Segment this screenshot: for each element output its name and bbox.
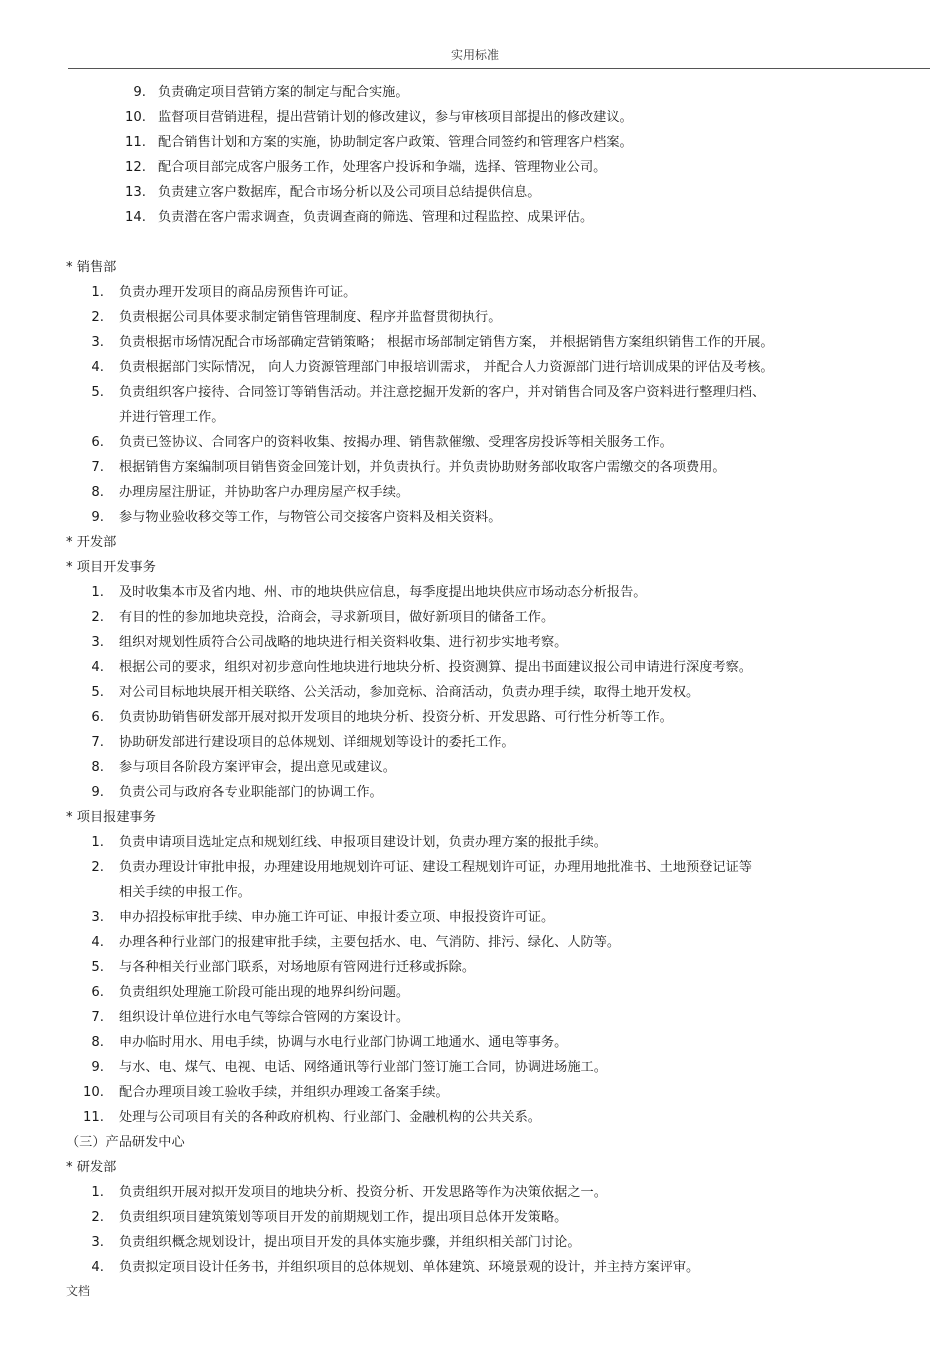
list-item <box>0 1180 950 1205</box>
list-item-text: 申办招投标审批手续、申办施工许可证、申报计委立项、申报投资许可证。 <box>119 910 555 925</box>
list-item-number: 2. <box>91 1210 104 1225</box>
list-item-text: 处理与公司项目有关的各种政府机构、行业部门、金融机构的公共关系。 <box>119 1110 541 1125</box>
list-item <box>0 905 950 930</box>
list-item <box>0 155 950 180</box>
list-item-number: 9. <box>91 1060 104 1075</box>
section-heading-text: * 项目开发事务 <box>66 560 156 575</box>
list-item <box>0 680 950 705</box>
list-item-number: 3. <box>91 635 104 650</box>
list-item-text: 负责根据公司具体要求制定销售管理制度、程序并监督贯彻执行。 <box>119 310 502 325</box>
list-item-number: 7. <box>91 460 104 475</box>
list-item <box>0 930 950 955</box>
list-item-text: 负责建立客户数据库，配合市场分析以及公司项目总结提供信息。 <box>158 185 541 200</box>
list-item-text: 负责根据市场情况配合市场部确定营销策略； 根据市场部制定销售方案， 并根据销售方案组织销售工作的开展。 <box>119 335 774 350</box>
list-item-number: 9. <box>91 510 104 525</box>
list-item <box>0 730 950 755</box>
section-heading <box>0 255 950 280</box>
list-item <box>0 1030 950 1055</box>
list-item-text: 组织对规划性质符合公司战略的地块进行相关资料收集、进行初步实地考察。 <box>119 635 568 650</box>
page-header: 实用标准 <box>450 48 499 62</box>
section-heading-text: （三）产品研发中心 <box>66 1135 185 1150</box>
list-item-text: 申办临时用水、用电手续，协调与水电行业部门协调工地通水、通电等事务。 <box>119 1035 568 1050</box>
list-item <box>0 755 950 780</box>
list-item-text: 负责已签协议、合同客户的资料收集、按揭办理、销售款催缴、受理客房投诉等相关服务工作。 <box>119 435 673 450</box>
list-item-text: 协助研发部进行建设项目的总体规划、详细规划等设计的委托工作。 <box>119 735 515 750</box>
list-item-number: 4. <box>91 935 104 950</box>
list-item-number: 2. <box>91 860 104 875</box>
list-item-text: 配合项目部完成客户服务工作，处理客户投诉和争端，选择、管理物业公司。 <box>158 160 607 175</box>
list-item-text: 负责组织处理施工阶段可能出现的地界纠纷问题。 <box>119 985 410 1000</box>
list-item <box>0 455 950 480</box>
list-item-text: 根据销售方案编制项目销售资金回笼计划，并负责执行。并负责协助财务部收取客户需缴交的各项费用。 <box>119 460 726 475</box>
list-item-number: 9. <box>91 785 104 800</box>
list-item-number: 7. <box>91 735 104 750</box>
list-item <box>0 1205 950 1230</box>
list-item <box>0 780 950 805</box>
list-item-text: 负责组织概念规划设计，提出项目开发的具体实施步骤，并组织相关部门讨论。 <box>119 1235 581 1250</box>
list-item-text: 办理房屋注册证，并协助客户办理房屋产权手续。 <box>119 485 410 500</box>
section-heading <box>0 530 950 555</box>
list-item-text: 负责组织客户接待、合同签订等销售活动。并注意挖掘开发新的客户，并对销售合同及客户资料进行整理归档、 <box>119 385 766 400</box>
list-item-number: 14. <box>125 210 146 225</box>
list-item-number: 3. <box>91 910 104 925</box>
list-item-text: 与水、电、煤气、电视、电话、网络通讯等行业部门签订施工合同，协调进场施工。 <box>119 1060 607 1075</box>
list-item-number: 1. <box>91 1185 104 1200</box>
list-item-text: 根据公司的要求，组织对初步意向性地块进行地块分析、投资测算、提出书面建议报公司申请进行深度考察。 <box>119 660 752 675</box>
list-item <box>0 955 950 980</box>
page-footer: 文档 <box>66 1284 91 1298</box>
list-item-text: 监督项目营销进程，提出营销计划的修改建议，参与审核项目部提出的修改建议。 <box>158 110 633 125</box>
section-heading <box>0 555 950 580</box>
list-item-text: 负责办理开发项目的商品房预售许可证。 <box>119 285 357 300</box>
list-item-text: 组织设计单位进行水电气等综合管网的方案设计。 <box>119 1010 410 1025</box>
list-item-number: 6. <box>91 710 104 725</box>
list-item-number: 12. <box>125 160 146 175</box>
list-item-number: 6. <box>91 435 104 450</box>
list-item-text: 负责拟定项目设计任务书，并组织项目的总体规划、单体建筑、环境景观的设计，并主持方案评审。 <box>119 1260 700 1275</box>
list-item-text: 负责申请项目选址定点和规划红线、申报项目建设计划，负责办理方案的报批手续。 <box>119 835 607 850</box>
list-item-text: 负责潜在客户需求调查，负责调查商的筛选、管理和过程监控、成果评估。 <box>158 210 594 225</box>
list-item-number: 6. <box>91 985 104 1000</box>
list-item-number: 5. <box>91 960 104 975</box>
list-item <box>0 580 950 605</box>
list-item-number: 3. <box>91 335 104 350</box>
list-item-number: 1. <box>91 585 104 600</box>
list-item <box>0 280 950 305</box>
list-item-number: 7. <box>91 1010 104 1025</box>
list-item-number: 2. <box>91 310 104 325</box>
list-item-text: 参与物业验收移交等工作，与物管公司交接客户资料及相关资料。 <box>119 510 502 525</box>
list-item-continuation <box>0 880 950 905</box>
list-item-number: 8. <box>91 760 104 775</box>
list-item-number: 3. <box>91 1235 104 1250</box>
list-item-number: 8. <box>91 1035 104 1050</box>
list-item <box>0 1005 950 1030</box>
list-item <box>0 330 950 355</box>
list-item-continuation <box>0 405 950 430</box>
list-item-number: 4. <box>91 1260 104 1275</box>
list-item-text: 负责组织开展对拟开发项目的地块分析、投资分析、开发思路等作为决策依据之一。 <box>119 1185 607 1200</box>
list-item <box>0 980 950 1005</box>
list-item-number: 4. <box>91 360 104 375</box>
list-item <box>0 655 950 680</box>
list-item <box>0 1230 950 1255</box>
section-heading <box>0 1130 950 1155</box>
list-item-text: 对公司目标地块展开相关联络、公关活动，参加竞标、洽商活动，负责办理手续，取得土地开发权。 <box>119 685 700 700</box>
list-item-text: 负责办理设计审批申报，办理建设用地规划许可证、建设工程规划许可证，办理用地批准书、土地预登记证等 <box>119 860 752 875</box>
section-heading <box>0 805 950 830</box>
list-item <box>0 1055 950 1080</box>
list-item-number: 10. <box>83 1085 104 1100</box>
list-item <box>0 80 950 105</box>
list-item <box>0 1080 950 1105</box>
list-item <box>0 480 950 505</box>
list-item-text: 配合销售计划和方案的实施，协助制定客户政策、管理合同签约和管理客户档案。 <box>158 135 633 150</box>
list-item-text: 及时收集本市及省内地、州、市的地块供应信息，每季度提出地块供应市场动态分析报告。 <box>119 585 647 600</box>
list-item <box>0 430 950 455</box>
list-item-text: 并进行管理工作。 <box>119 410 225 425</box>
list-item <box>0 205 950 230</box>
list-item-number: 1. <box>91 835 104 850</box>
header-rule <box>68 68 930 69</box>
list-item-number: 11. <box>125 135 146 150</box>
section-heading <box>0 1155 950 1180</box>
list-item-text: 负责根据部门实际情况， 向人力资源管理部门申报培训需求， 并配合人力资源部门进行培训成果的评估及考核。 <box>119 360 774 375</box>
list-item <box>0 1105 950 1130</box>
list-item-text: 负责协助销售研发部开展对拟开发项目的地块分析、投资分析、开发思路、可行性分析等工作。 <box>119 710 673 725</box>
list-item-text: 参与项目各阶段方案评审会，提出意见或建议。 <box>119 760 396 775</box>
list-item-number: 13. <box>125 185 146 200</box>
list-item-text: 负责公司与政府各专业职能部门的协调工作。 <box>119 785 383 800</box>
list-item <box>0 380 950 405</box>
list-item-number: 1. <box>91 285 104 300</box>
list-item-text: 相关手续的申报工作。 <box>119 885 251 900</box>
list-item-text: 负责组织项目建筑策划等项目开发的前期规划工作，提出项目总体开发策略。 <box>119 1210 568 1225</box>
list-item-text: 办理各种行业部门的报建审批手续，主要包括水、电、气消防、排污、绿化、人防等。 <box>119 935 621 950</box>
list-item-number: 2. <box>91 610 104 625</box>
list-item-number: 9. <box>133 85 146 100</box>
list-item <box>0 355 950 380</box>
list-item-number: 10. <box>125 110 146 125</box>
list-item-number: 11. <box>83 1110 104 1125</box>
section-heading-text: * 销售部 <box>66 260 117 275</box>
list-item-number: 5. <box>91 685 104 700</box>
list-item <box>0 180 950 205</box>
list-item <box>0 705 950 730</box>
list-item-text: 负责确定项目营销方案的制定与配合实施。 <box>158 85 409 100</box>
list-item <box>0 630 950 655</box>
list-item <box>0 505 950 530</box>
section-heading-text: * 开发部 <box>66 535 117 550</box>
list-item-text: 有目的性的参加地块竞投，洽商会，寻求新项目，做好新项目的储备工作。 <box>119 610 555 625</box>
list-item <box>0 305 950 330</box>
list-item-text: 与各种相关行业部门联系，对场地原有管网进行迁移或拆除。 <box>119 960 476 975</box>
list-item-number: 8. <box>91 485 104 500</box>
list-item <box>0 605 950 630</box>
list-item <box>0 105 950 130</box>
list-item <box>0 855 950 880</box>
list-item-text: 配合办理项目竣工验收手续，并组织办理竣工备案手续。 <box>119 1085 449 1100</box>
list-item <box>0 1255 950 1280</box>
section-heading-text: * 项目报建事务 <box>66 810 156 825</box>
list-item <box>0 830 950 855</box>
list-item <box>0 130 950 155</box>
list-item-number: 5. <box>91 385 104 400</box>
section-heading-text: * 研发部 <box>66 1160 117 1175</box>
list-item-number: 4. <box>91 660 104 675</box>
